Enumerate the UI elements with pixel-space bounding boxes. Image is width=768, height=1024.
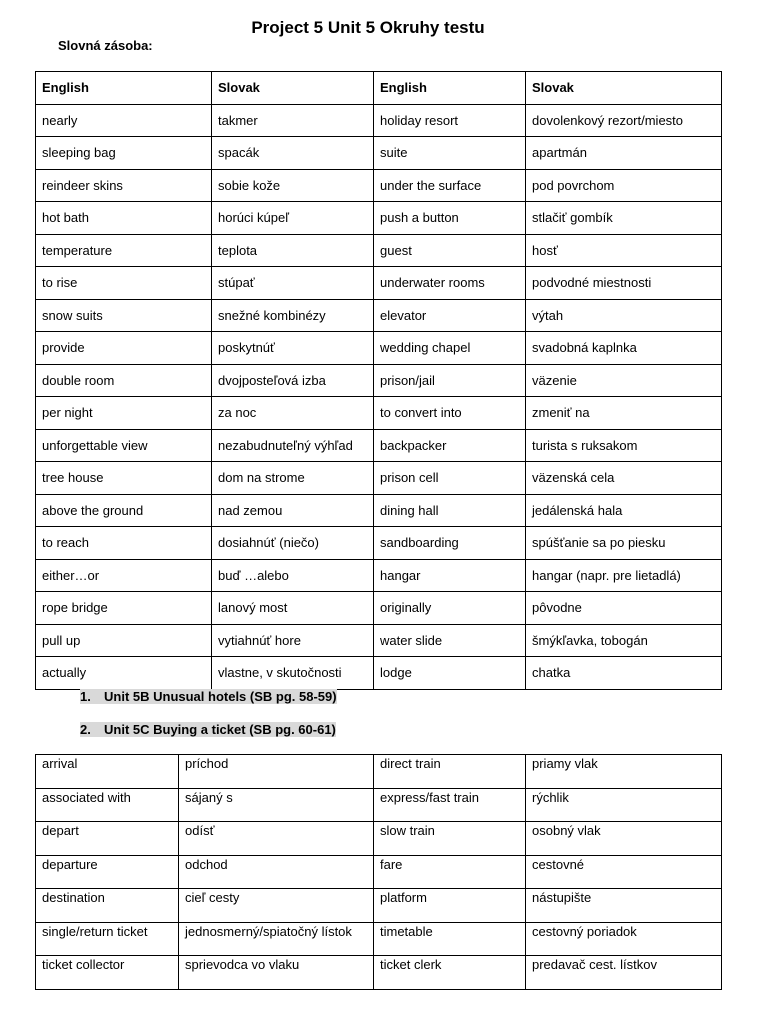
table-cell: predavač cest. lístkov (526, 956, 722, 990)
table-cell: priamy vlak (526, 755, 722, 789)
table-row (36, 364, 722, 397)
table-cell: za noc (212, 397, 374, 430)
table-cell: podvodné miestnosti (526, 267, 722, 300)
table-cell: push a button (374, 202, 526, 235)
table-cell: takmer (212, 104, 374, 137)
section-label: Unit 5B Unusual hotels (SB pg. 58-59) (104, 689, 337, 704)
table-cell: reindeer skins (36, 169, 212, 202)
table-cell: snow suits (36, 299, 212, 332)
table-row (36, 397, 722, 430)
table-row (36, 527, 722, 560)
table-cell: spúšťanie sa po piesku (526, 527, 722, 560)
table-cell: cieľ cesty (179, 889, 374, 923)
table-cell: to rise (36, 267, 212, 300)
table-cell: pôvodne (526, 592, 722, 625)
table-cell: platform (374, 889, 526, 923)
table-cell: cestovné (526, 855, 722, 889)
table-cell: jedálenská hala (526, 494, 722, 527)
table-cell: poskytnúť (212, 332, 374, 365)
table-cell: guest (374, 234, 526, 267)
table-header-row (36, 72, 722, 105)
table-cell: sleeping bag (36, 137, 212, 170)
table-cell: unforgettable view (36, 429, 212, 462)
table-cell: sobie kože (212, 169, 374, 202)
table-cell: arrival (36, 755, 179, 789)
table-cell: osobný vlak (526, 822, 722, 856)
table-cell: vytiahnúť hore (212, 624, 374, 657)
table-cell: above the ground (36, 494, 212, 527)
table-row (36, 855, 722, 889)
table-cell: väzenie (526, 364, 722, 397)
table-cell: holiday resort (374, 104, 526, 137)
table-cell: actually (36, 657, 212, 690)
table-row (36, 788, 722, 822)
section-label: Unit 5C Buying a ticket (SB pg. 60-61) (104, 722, 336, 737)
table-cell: nezabudnuteľný výhľad (212, 429, 374, 462)
table-cell: double room (36, 364, 212, 397)
table-row (36, 624, 722, 657)
table-cell: odísť (179, 822, 374, 856)
table-cell: ticket clerk (374, 956, 526, 990)
table-cell: turista s ruksakom (526, 429, 722, 462)
table-cell: sprievodca vo vlaku (179, 956, 374, 990)
table-cell: prison/jail (374, 364, 526, 397)
table-cell: cestovný poriadok (526, 922, 722, 956)
vocabulary-heading: Slovná zásoba: (58, 38, 153, 53)
table-cell: apartmán (526, 137, 722, 170)
table-cell: buď …alebo (212, 559, 374, 592)
table-row (36, 956, 722, 990)
table-cell: hangar (napr. pre lietadlá) (526, 559, 722, 592)
table-cell: elevator (374, 299, 526, 332)
table-cell: dom na strome (212, 462, 374, 495)
column-header: Slovak (212, 72, 374, 105)
table-cell: pod povrchom (526, 169, 722, 202)
table-cell: direct train (374, 755, 526, 789)
table-cell: teplota (212, 234, 374, 267)
table-cell: stlačiť gombík (526, 202, 722, 235)
table-cell: associated with (36, 788, 179, 822)
table-row (36, 592, 722, 625)
table-cell: under the surface (374, 169, 526, 202)
table-cell: per night (36, 397, 212, 430)
table-cell: single/return ticket (36, 922, 179, 956)
table-cell: nad zemou (212, 494, 374, 527)
column-header: Slovak (526, 72, 722, 105)
table-row (36, 657, 722, 690)
section-heading-unit-5b (80, 689, 337, 704)
table-cell: príchod (179, 755, 374, 789)
table-cell: underwater rooms (374, 267, 526, 300)
table-cell: departure (36, 855, 179, 889)
table-row (36, 494, 722, 527)
table-cell: rýchlik (526, 788, 722, 822)
table-cell: timetable (374, 922, 526, 956)
table-cell: dosiahnúť (niečo) (212, 527, 374, 560)
table-row (36, 822, 722, 856)
table-cell: jednosmerný/spiatočný lístok (179, 922, 374, 956)
table-cell: sájaný s (179, 788, 374, 822)
table-cell: sandboarding (374, 527, 526, 560)
table-cell: backpacker (374, 429, 526, 462)
table-cell: water slide (374, 624, 526, 657)
section-number: 2. (80, 722, 91, 737)
table-cell: ticket collector (36, 956, 179, 990)
table-row (36, 299, 722, 332)
table-cell: zmeniť na (526, 397, 722, 430)
table-cell: destination (36, 889, 179, 923)
table-row (36, 922, 722, 956)
ticket-vocabulary-table (35, 754, 722, 990)
table-cell: hosť (526, 234, 722, 267)
table-row (36, 169, 722, 202)
table-cell: prison cell (374, 462, 526, 495)
section-heading-unit-5c (80, 722, 336, 737)
column-header: English (374, 72, 526, 105)
table-cell: spacák (212, 137, 374, 170)
table-cell: väzenská cela (526, 462, 722, 495)
table-cell: nástupište (526, 889, 722, 923)
table-cell: horúci kúpeľ (212, 202, 374, 235)
table-cell: wedding chapel (374, 332, 526, 365)
table-cell: express/fast train (374, 788, 526, 822)
page-title: Project 5 Unit 5 Okruhy testu (251, 18, 485, 37)
table-row (36, 559, 722, 592)
table-cell: depart (36, 822, 179, 856)
table-cell: lanový most (212, 592, 374, 625)
table-cell: to convert into (374, 397, 526, 430)
table-cell: výtah (526, 299, 722, 332)
table-row (36, 332, 722, 365)
table-cell: provide (36, 332, 212, 365)
table-cell: chatka (526, 657, 722, 690)
table-row (36, 429, 722, 462)
table-cell: originally (374, 592, 526, 625)
table-cell: temperature (36, 234, 212, 267)
table-cell: suite (374, 137, 526, 170)
table-cell: to reach (36, 527, 212, 560)
table-cell: slow train (374, 822, 526, 856)
table-row (36, 889, 722, 923)
table-cell: either…or (36, 559, 212, 592)
table-cell: hot bath (36, 202, 212, 235)
table-row (36, 462, 722, 495)
table-cell: dvojposteľová izba (212, 364, 374, 397)
table-row (36, 755, 722, 789)
table-row (36, 267, 722, 300)
vocabulary-table (35, 71, 722, 690)
table-cell: stúpať (212, 267, 374, 300)
table-cell: nearly (36, 104, 212, 137)
table-cell: odchod (179, 855, 374, 889)
table-cell: šmýkľavka, tobogán (526, 624, 722, 657)
table-cell: vlastne, v skutočnosti (212, 657, 374, 690)
table-row (36, 234, 722, 267)
table-row (36, 202, 722, 235)
table-cell: rope bridge (36, 592, 212, 625)
table-cell: lodge (374, 657, 526, 690)
section-number: 1. (80, 689, 91, 704)
column-header: English (36, 72, 212, 105)
table-cell: svadobná kaplnka (526, 332, 722, 365)
table-cell: fare (374, 855, 526, 889)
table-row (36, 137, 722, 170)
table-cell: hangar (374, 559, 526, 592)
table-cell: tree house (36, 462, 212, 495)
table-cell: snežné kombinézy (212, 299, 374, 332)
table-cell: pull up (36, 624, 212, 657)
table-cell: dining hall (374, 494, 526, 527)
table-cell: dovolenkový rezort/miesto (526, 104, 722, 137)
table-row (36, 104, 722, 137)
